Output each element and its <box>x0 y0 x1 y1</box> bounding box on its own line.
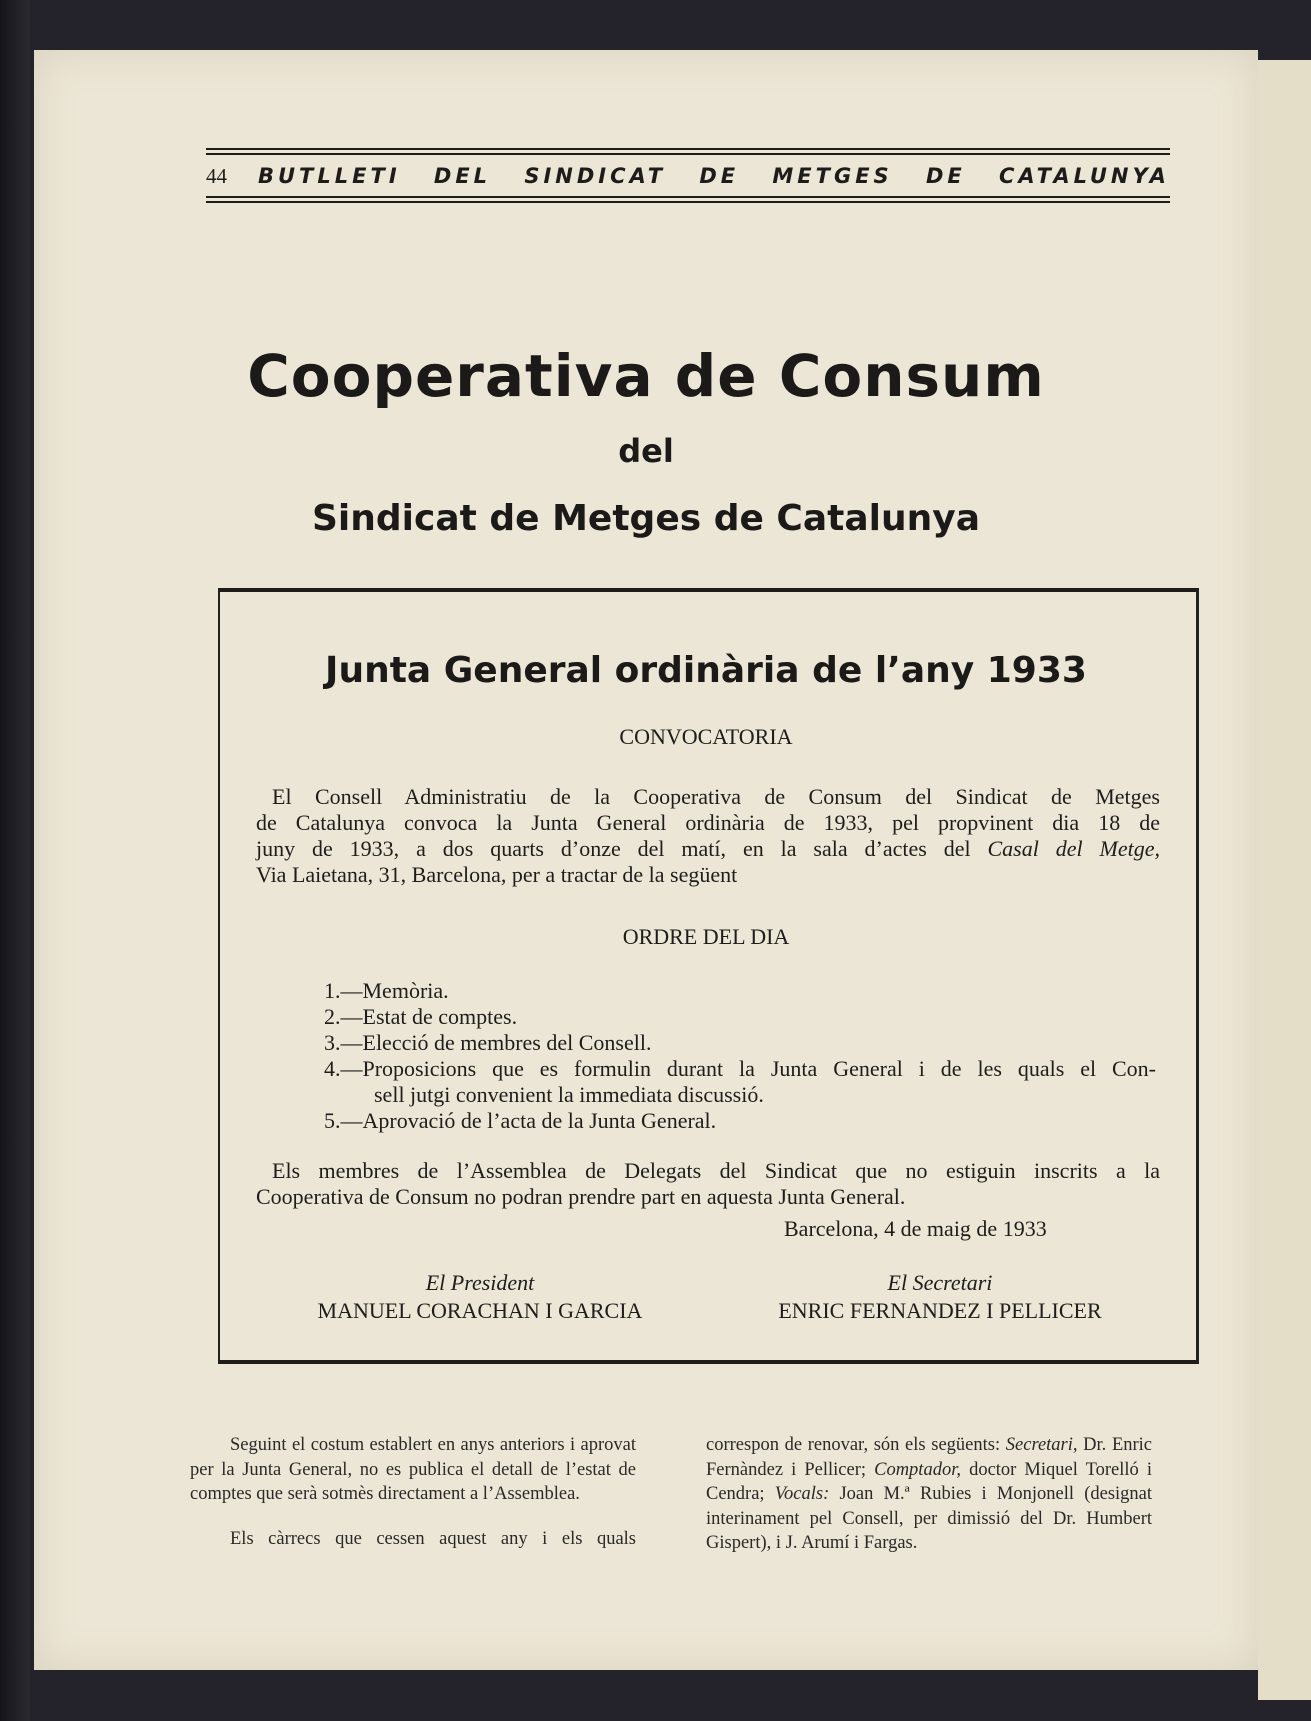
book-spine <box>0 0 30 1721</box>
text-run-italic: Comptador, <box>874 1459 961 1480</box>
closing-line: Els membres de l’Assemblea de Delegats del Sindicat que no estiguin inscrits a la <box>272 1158 1160 1183</box>
convocatoria-label: CONVOCATORIA <box>619 724 793 749</box>
document-page <box>34 50 1258 1670</box>
secretary-title: El Secretari <box>887 1270 993 1295</box>
subtitle: Sindicat de Metges de Catalunya <box>312 498 980 539</box>
header-rule-top-2 <box>206 153 1170 155</box>
text-run: correspon de renovar, són els següents: <box>706 1435 1006 1455</box>
adjacent-page-edge <box>1258 60 1311 1700</box>
agenda-item-continuation: sell jutgi convenient la immediata discussió. <box>374 1082 764 1107</box>
agenda-item: 3.—Elecció de membres del Consell. <box>324 1030 652 1055</box>
president-title: El President <box>425 1270 535 1295</box>
header-rule-bottom-2 <box>206 201 1170 203</box>
page-number: 44 <box>206 163 227 188</box>
agenda-item: 4.—Proposicions que es formulin durant la Junta General i de les quals el Con- <box>324 1056 1156 1081</box>
intro-line <box>256 836 1160 862</box>
text-run-italic: Vocals: <box>774 1484 830 1505</box>
bottom-left-paragraph: Els càrrecs que cessen aquest any i els quals <box>230 1528 636 1549</box>
agenda-item: 1.—Memòria. <box>324 978 449 1003</box>
bottom-right-column <box>706 1433 1152 1556</box>
notice-box <box>218 588 1199 1364</box>
bottom-right-paragraph <box>706 1433 1152 1556</box>
intro-italic: Casal del Metge, <box>987 836 1160 861</box>
running-header <box>206 161 1170 191</box>
secretary-name: ENRIC FERNANDEZ I PELLICER <box>778 1298 1102 1323</box>
header-rule-top <box>206 148 1170 150</box>
bottom-left-paragraph: Seguint el costum establert en anys anteriors i aprovat per la Junta General, no es publica el detall de l’estat de comptes que serà sotmès directament a l’Assemblea. <box>190 1435 636 1505</box>
agenda-item: 5.—Aprovació de l’acta de la Junta General. <box>324 1108 717 1133</box>
running-title-word: SINDICAT <box>524 164 667 188</box>
intro-line: El Consell Administratiu de la Cooperativa de Consum del Sindicat de Metges <box>272 784 1160 809</box>
running-title-word: DE <box>699 164 740 188</box>
intro-line: de Catalunya convoca la Junta General ordinària de 1933, pel propvinent dia 18 de <box>256 810 1160 835</box>
president-name: MANUEL CORACHAN I GARCIA <box>317 1298 643 1323</box>
bottom-left-column <box>190 1433 636 1551</box>
text-run-italic: Secretari, <box>1005 1435 1078 1455</box>
running-title <box>258 164 1170 188</box>
main-title: Cooperativa de Consum <box>247 342 1045 410</box>
intro-line: Via Laietana, 31, Barcelona, per a tractar de la següent <box>256 862 738 887</box>
text-run: Dr. Enric Fernàndez i Pellicer; <box>706 1435 1153 1480</box>
running-title-word: METGES <box>772 164 893 188</box>
text-run: doctor Miquel Torelló i Cendra; <box>706 1459 1153 1505</box>
text-run: Joan M.ª Rubies i Monjonell (designat interinament pel Consell, per dimissió del Dr. Humbert Gispert), i J. Arumí i Fargas. <box>706 1484 1153 1554</box>
intro-text: juny de 1933, a dos quarts d’onze del matí, en la sala d’actes del <box>256 836 988 861</box>
running-title-word: CATALUNYA <box>999 164 1170 188</box>
header-rule-bottom <box>206 196 1170 198</box>
notice-heading: Junta General ordinària de l’any 1933 <box>325 650 1087 691</box>
running-title-word: DE <box>925 164 966 188</box>
running-title-word: DEL <box>433 164 492 188</box>
running-title-word: BUTLLETI <box>258 164 401 188</box>
date-line: Barcelona, 4 de maig de 1933 <box>784 1216 1047 1241</box>
ordre-del-dia-label: ORDRE DEL DIA <box>622 924 790 949</box>
closing-line: Cooperativa de Consum no podran prendre part en aquesta Junta General. <box>256 1184 906 1209</box>
agenda-item: 2.—Estat de comptes. <box>324 1004 518 1029</box>
title-connector: del <box>618 432 674 470</box>
